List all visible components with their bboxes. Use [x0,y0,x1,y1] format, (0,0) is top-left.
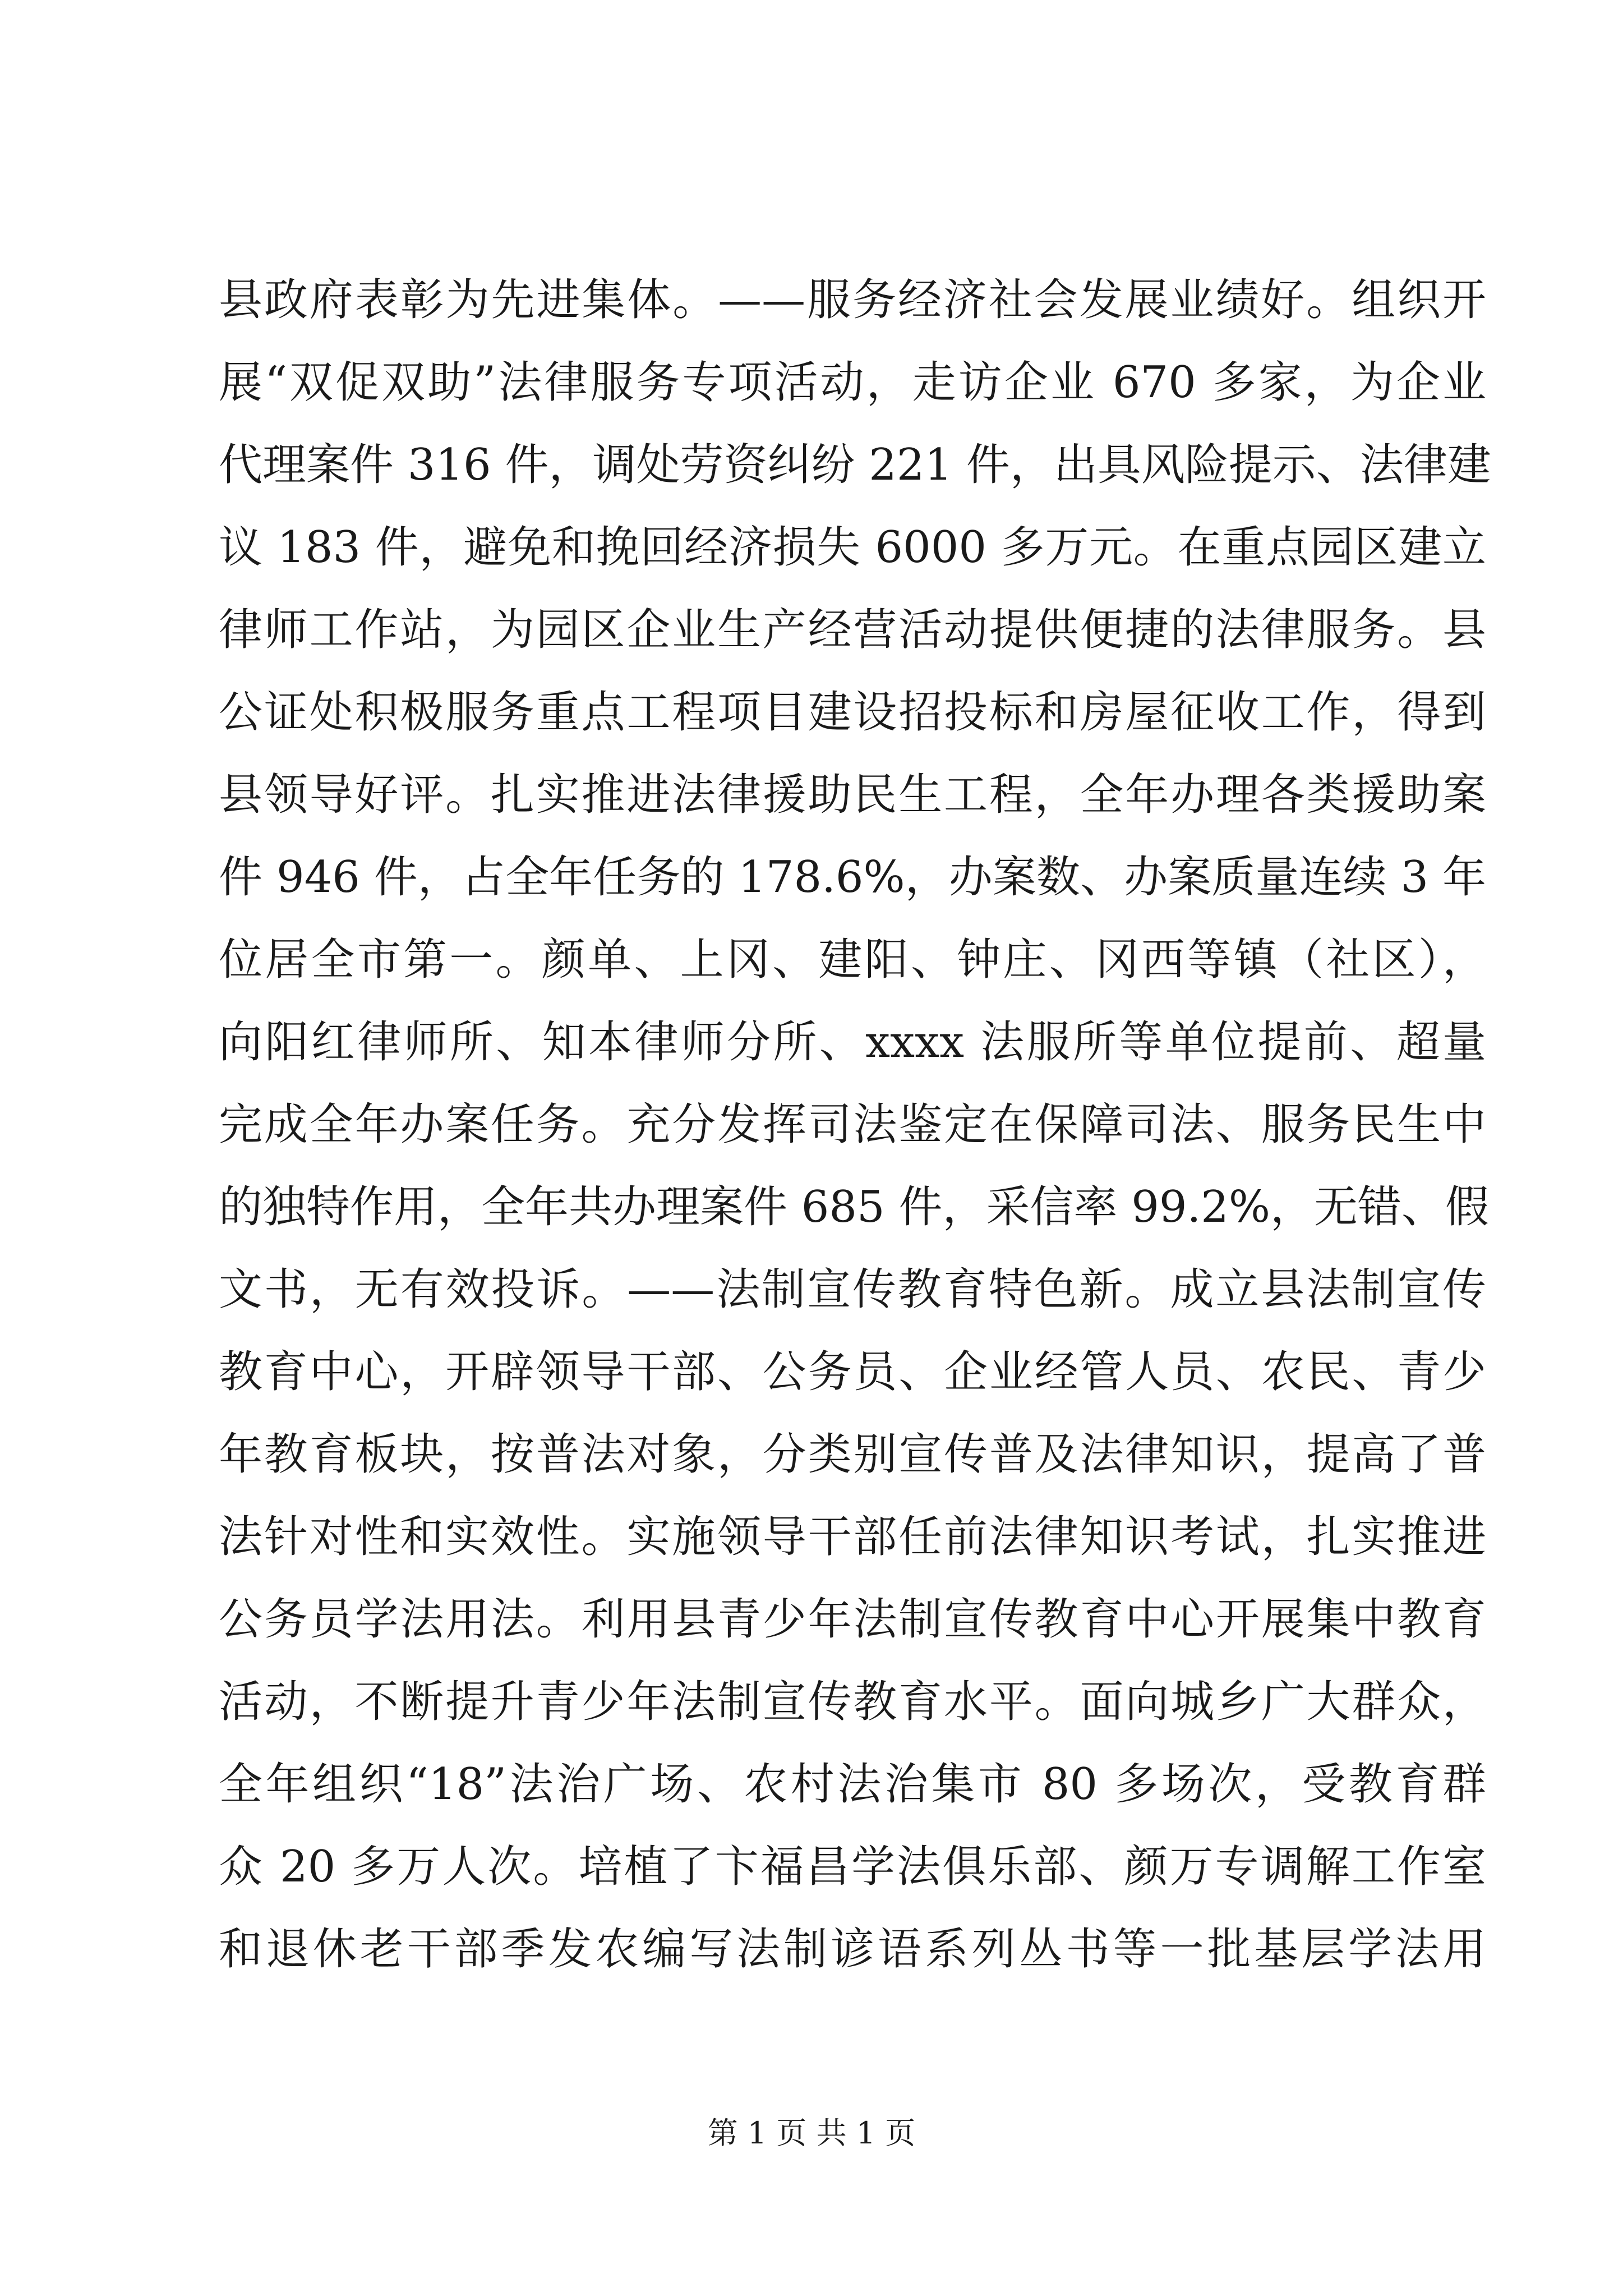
text-line: 向阳红律师所、知本律师分所、xxxx 法服所等单位提前、超量 [219,1017,1486,1068]
text-line: 完成全年办案任务。充分发挥司法鉴定在保障司法、服务民生中 [219,1099,1486,1150]
text-line: 年教育板块，按普法对象，分类别宣传普及法律知识，提高了普 [219,1429,1486,1480]
text-line: 和退休老干部季发农编写法制谚语系列丛书等一批基层学法用 [219,1924,1486,1975]
text-line: 法针对性和实效性。实施领导干部任前法律知识考试，扎实推进 [219,1512,1486,1562]
text-line: 公证处积极服务重点工程项目建设招投标和房屋征收工作，得到 [219,687,1486,738]
text-line: 全年组织“18”法治广场、农村法治集市 80 多场次，受教育群 [219,1759,1486,1810]
text-line: 众 20 多万人次。培植了卞福昌学法俱乐部、颜万专调解工作室 [219,1842,1486,1892]
text-line: 文书，无有效投诉。——法制宣传教育特色新。成立县法制宣传 [219,1264,1486,1315]
page-footer: 第 1 页 共 1 页 [707,2115,916,2151]
text-line: 展“双促双助”法律服务专项活动，走访企业 670 多家，为企业 [219,357,1486,408]
text-line: 县政府表彰为先进集体。——服务经济社会发展业绩好。组织开 [219,275,1486,325]
text-line: 件 946 件，占全年任务的 178.6%，办案数、办案质量连续 3 年 [219,852,1486,903]
text-line: 教育中心，开辟领导干部、公务员、企业经管人员、农民、青少 [219,1347,1486,1397]
text-line: 位居全市第一。颜单、上冈、建阳、钟庄、冈西等镇（社区）， [219,935,1486,985]
text-line: 代理案件 316 件，调处劳资纠纷 221 件，出具风险提示、法律建 [219,440,1491,490]
text-line: 公务员学法用法。利用县青少年法制宣传教育中心开展集中教育 [219,1594,1486,1645]
text-line: 县领导好评。扎实推进法律援助民生工程，全年办理各类援助案 [219,770,1486,820]
text-line: 议 183 件，避免和挽回经济损失 6000 多万元。在重点园区建立 [219,522,1486,573]
text-line: 活动，不断提升青少年法制宣传教育水平。面向城乡广大群众， [219,1677,1486,1727]
text-line: 的独特作用，全年共办理案件 685 件，采信率 99.2%，无错、假 [219,1182,1490,1232]
document-body [219,259,1491,1991]
text-line: 律师工作站，为园区企业生产经营活动提供便捷的法律服务。县 [219,605,1486,655]
